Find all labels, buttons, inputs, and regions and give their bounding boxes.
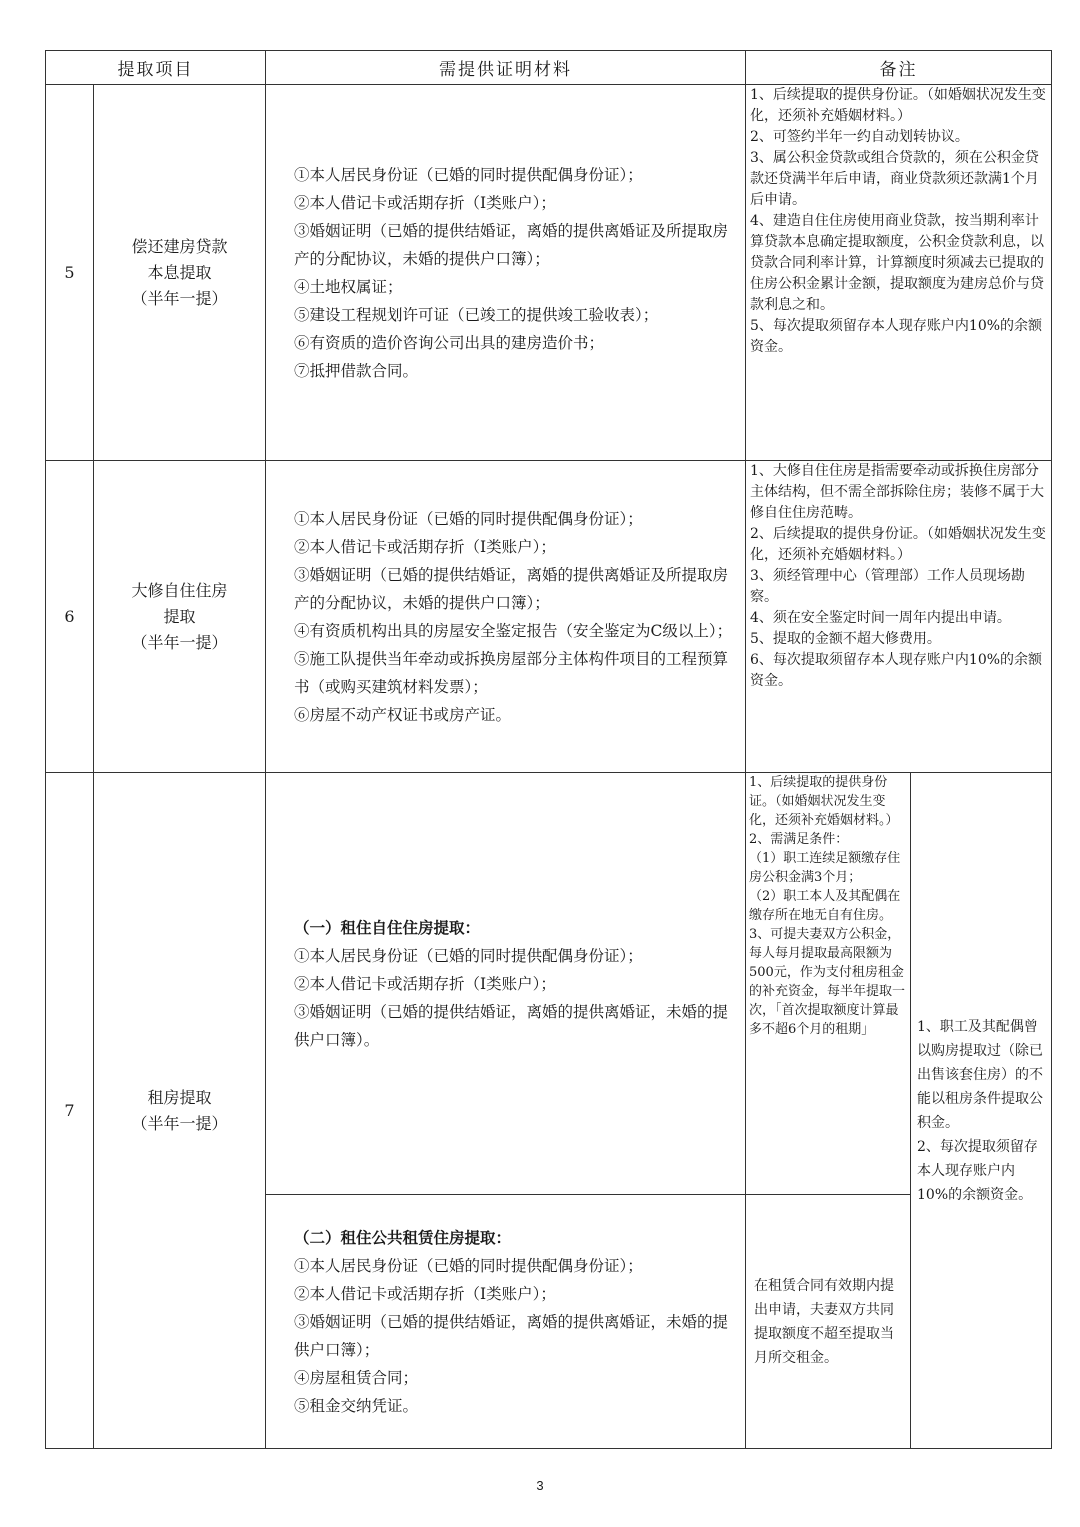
note-line: 2、后续提取的提供身份证。（如婚姻状况发生变化，还须补充婚姻材料。） — [750, 526, 1046, 563]
sub1-title: （一）租住自住住房提取： — [294, 917, 481, 937]
material-line: ①本人居民身份证（已婚的同时提供配偶身份证）； — [294, 165, 643, 184]
item-line: （半年一提） — [131, 288, 228, 308]
row-notes-sub1 — [746, 773, 911, 1195]
item-line: 提取 — [163, 606, 196, 626]
note-line: 3、须经管理中心（管理部）工作人员现场勘察。 — [750, 568, 1025, 605]
material-line: ⑤租金交纳凭证。 — [294, 1396, 419, 1415]
note-line: 5、每次提取须留存本人现存账户内10%的余额资金。 — [750, 318, 1043, 355]
material-line: ⑥房屋不动产权证书或房产证。 — [294, 705, 512, 724]
row-notes-sub2: 在租赁合同有效期内提出申请，夫妻双方共同提取额度不超至提取当月所交租金。 — [746, 1195, 911, 1449]
material-line: ④有资质机构出具的房屋安全鉴定报告（安全鉴定为C级以上）； — [294, 621, 733, 640]
header-item: 提取项目 — [46, 51, 266, 85]
table-row — [46, 461, 1052, 773]
table-row — [46, 85, 1052, 461]
item-line: （半年一提） — [131, 632, 228, 652]
material-line: ②本人借记卡或活期存折（I类账户）； — [294, 1284, 556, 1303]
row-materials — [266, 461, 746, 773]
material-line: ④房屋租赁合同； — [294, 1368, 419, 1387]
withdrawal-table — [45, 50, 1052, 1449]
note-line: 5、提取的金额不超大修费用。 — [750, 631, 941, 647]
material-line: ⑦抵押借款合同。 — [294, 361, 419, 380]
row-notes — [746, 85, 1052, 461]
material-line: ①本人居民身份证（已婚的同时提供配偶身份证）； — [294, 1256, 643, 1275]
note-line: 4、建造自住住房使用商业贷款，按当期利率计算贷款本息确定提取额度，公积金贷款利息，以贷款合同利率计算，计算额度时须减去已提取的住房公积金累计金额，提取额度为建房总价与贷款利息之和。 — [750, 213, 1044, 313]
row-materials-sub1 — [266, 773, 746, 1195]
header-notes: 备注 — [746, 51, 1052, 85]
material-line: ⑤施工队提供当年牵动或拆换房屋部分主体构件项目的工程预算书（或购买建筑材料发票）； — [294, 649, 729, 696]
material-line: ②本人借记卡或活期存折（I类账户）； — [294, 193, 556, 212]
item-line: 偿还建房贷款 — [131, 236, 228, 256]
material-line: ①本人居民身份证（已婚的同时提供配偶身份证）； — [294, 509, 643, 528]
material-line: ⑤建设工程规划许可证（已竣工的提供竣工验收表）； — [294, 305, 659, 324]
note-line: （1）职工连续足额缴存住房公积金满3个月； — [749, 851, 901, 885]
note-line: 1、后续提取的提供身份证。（如婚姻状况发生变化，还须补充婚姻材料。） — [749, 775, 899, 828]
item-line: 本息提取 — [147, 262, 212, 282]
item-line: 租房提取 — [147, 1087, 212, 1107]
note-line: 2、每次提取须留存本人现存账户内10%的余额资金。 — [917, 1138, 1038, 1203]
row-number: 7 — [46, 773, 94, 1449]
row-materials — [266, 85, 746, 461]
row-item — [94, 85, 266, 461]
note-line: 6、每次提取须留存本人现存账户内10%的余额资金。 — [750, 652, 1043, 689]
page-number: 3 — [536, 1478, 544, 1493]
material-line: ②本人借记卡或活期存折（I类账户）； — [294, 537, 556, 556]
material-line: ⑥有资质的造价咨询公司出具的建房造价书； — [294, 333, 605, 352]
item-line: （半年一提） — [131, 1113, 228, 1133]
note-line: 2、可签约半年一约自动划转协议。 — [750, 129, 969, 145]
note-line: 1、职工及其配偶曾以购房提取过（除已出售该套住房）的不能以租房条件提取公积金。 — [917, 1018, 1043, 1131]
note-line: （2）职工本人及其配偶在缴存所在地无自有住房。 — [749, 889, 901, 923]
note-line: 3、可提夫妻双方公积金，每人每月提取最高限额为500元，作为支付租房租金的补充资金，每半年提取一次，「首次提取额度计算最多不超6个月的租期」 — [749, 927, 906, 1037]
material-line: ①本人居民身份证（已婚的同时提供配偶身份证）； — [294, 946, 643, 965]
header-materials: 需提供证明材料 — [266, 51, 746, 85]
row-materials-sub2 — [266, 1195, 746, 1449]
row-item — [94, 461, 266, 773]
table-row — [46, 773, 1052, 1195]
material-line: ②本人借记卡或活期存折（I类账户）； — [294, 974, 556, 993]
row-notes-shared — [911, 773, 1052, 1449]
material-line: ③婚姻证明（已婚的提供结婚证，离婚的提供离婚证及所提取房产的分配协议，未婚的提供户口簿）； — [294, 221, 729, 268]
material-line: ④土地权属证； — [294, 277, 403, 296]
sub2-title: （二）租住公共租赁住房提取： — [294, 1227, 512, 1247]
note-line: 4、须在安全鉴定时间一周年内提出申请。 — [750, 610, 1011, 626]
material-line: ③婚姻证明（已婚的提供结婚证，离婚的提供离婚证，未婚的提供户口簿）。 — [294, 1002, 729, 1049]
material-line: ③婚姻证明（已婚的提供结婚证，离婚的提供离婚证及所提取房产的分配协议，未婚的提供户口簿）； — [294, 565, 729, 612]
material-line: ③婚姻证明（已婚的提供结婚证，离婚的提供离婚证，未婚的提供户口簿）； — [294, 1312, 729, 1359]
row-number: 5 — [46, 85, 94, 461]
note-line: 3、属公积金贷款或组合贷款的，须在公积金贷款还贷满半年后申请，商业贷款须还款满1个月后申请。 — [750, 150, 1039, 208]
note-line: 1、大修自住住房是指需要牵动或拆换住房部分主体结构，但不需全部拆除住房；装修不属于大修自住住房范畴。 — [750, 463, 1044, 521]
row-number: 6 — [46, 461, 94, 773]
item-line: 大修自住住房 — [131, 580, 228, 600]
note-line: 2、需满足条件： — [749, 832, 849, 847]
note-line: 1、后续提取的提供身份证。（如婚姻状况发生变化，还须补充婚姻材料。） — [750, 87, 1046, 124]
table-header-row — [46, 51, 1052, 85]
row-notes — [746, 461, 1052, 773]
row-item — [94, 773, 266, 1449]
